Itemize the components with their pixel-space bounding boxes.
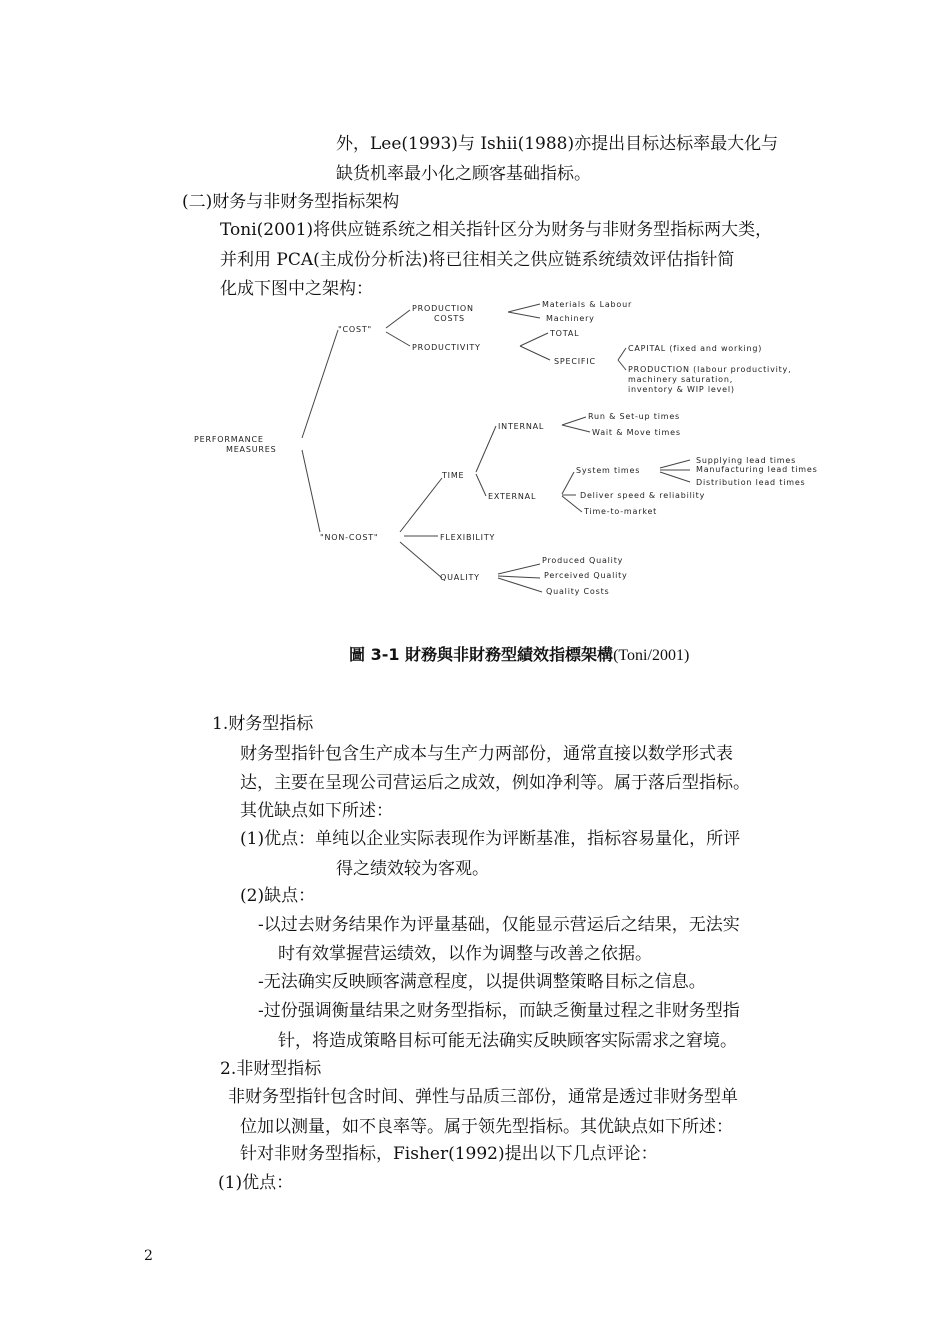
diagram-node-external: EXTERNAL: [488, 492, 537, 501]
text-line: -过份强调衡量结果之财务型指标，而缺乏衡量过程之非财务型指: [258, 1001, 740, 1021]
diagram-leaf: TOTAL: [550, 329, 580, 338]
text-line: -无法确实反映顾客满意程度，以提供调整策略目标之信息。: [258, 972, 706, 992]
section-heading: 2.非财型指标: [220, 1059, 322, 1079]
text-line: 位加以测量，如不良率等。属于领先型指标。其优缺点如下所述：: [240, 1117, 733, 1137]
text-line: (2)缺点：: [240, 886, 316, 906]
diagram-leaf: Distribution lead times: [696, 478, 806, 487]
text-line: 外，Lee(1993)与 Ishii(1988)亦提出目标达标率最大化与: [336, 134, 779, 154]
diagram-leaf: PRODUCTION (labour productivity,: [628, 365, 792, 374]
diagram-leaf: Quality Costs: [546, 587, 610, 596]
diagram-leaf: Wait & Move times: [592, 428, 681, 437]
text-line: 化成下图中之架构：: [220, 279, 373, 299]
text-line: -以过去财务结果作为评量基础，仅能显示营运后之结果，无法实: [258, 915, 740, 935]
page-number: 2: [144, 1248, 153, 1264]
diagram-leaf: Supplying lead times: [696, 456, 797, 465]
diagram-node-production-costs: PRODUCTION: [412, 304, 474, 313]
section-heading: (二)财务与非财务型指标架构: [182, 192, 400, 212]
figure-caption: [349, 642, 689, 665]
diagram-leaf: Materials & Labour: [542, 300, 633, 309]
diagram-leaf: machinery saturation,: [628, 375, 734, 384]
diagram-node-root: MEASURES: [226, 445, 277, 454]
diagram-leaf: inventory & WIP level): [628, 385, 735, 394]
diagram-node-specific: SPECIFIC: [554, 357, 596, 366]
diagram-leaf: Run & Set-up times: [588, 412, 681, 421]
diagram-node-production-costs: COSTS: [434, 314, 465, 323]
diagram-node-noncost: "NON-COST": [320, 533, 379, 542]
text-line: 得之绩效较为客观。: [336, 859, 489, 879]
caption-source: (Toni/2001): [613, 647, 690, 664]
section-heading: 1.财务型指标: [212, 714, 314, 734]
text-line: 非财务型指针包含时间、弹性与品质三部份，通常是透过非财务型单: [228, 1087, 738, 1107]
text-line: 时有效掌握营运绩效，以作为调整与改善之依据。: [278, 944, 652, 964]
diagram-node-root: PERFORMANCE: [194, 435, 264, 444]
diagram-leaf: Deliver speed & reliability: [580, 491, 706, 500]
text-line: 其优缺点如下所述：: [240, 801, 393, 821]
text-line: (1)优点：单纯以企业实际表现作为评断基准，指标容易量化，所评: [240, 829, 741, 849]
text-line: Toni(2001)将供应链系统之相关指针区分为财务与非财务型指标两大类，: [220, 220, 773, 240]
diagram-node-productivity: PRODUCTIVITY: [412, 343, 481, 352]
diagram-node-quality: QUALITY: [440, 573, 480, 582]
diagram-leaf: CAPITAL (fixed and working): [628, 344, 763, 353]
diagram-leaf: Machinery: [546, 314, 595, 323]
diagram-node-flexibility: FLEXIBILITY: [440, 533, 496, 542]
text-line: 达，主要在呈现公司营运后之成效，例如净利等。属于落后型指标。: [240, 773, 750, 793]
diagram-node-time: TIME: [442, 471, 465, 480]
diagram-node-system-times: System times: [576, 466, 641, 475]
diagram-node-internal: INTERNAL: [498, 422, 545, 431]
performance-measures-diagram: [190, 292, 860, 604]
diagram-node-cost: "COST": [338, 325, 373, 334]
text-line: 财务型指针包含生产成本与生产力两部份，通常直接以数学形式表: [240, 744, 733, 764]
diagram-leaf: Perceived Quality: [544, 571, 628, 580]
text-line: 缺货机率最小化之顾客基础指标。: [336, 164, 591, 184]
caption-title: 圖 3-1 財務與非財務型績效指標架構: [349, 645, 614, 664]
diagram-leaf: Manufacturing lead times: [696, 465, 818, 474]
text-line: 针对非财务型指标，Fisher(1992)提出以下几点评论：: [240, 1144, 658, 1164]
diagram-leaf: Time-to-market: [584, 507, 658, 516]
text-line: 并利用 PCA(主成份分析法)将已往相关之供应链系统绩效评估指针简: [220, 250, 735, 270]
text-line: 针，将造成策略目标可能无法确实反映顾客实际需求之窘境。: [278, 1031, 737, 1051]
diagram-leaf: Produced Quality: [542, 556, 624, 565]
text-line: (1)优点：: [218, 1173, 294, 1193]
